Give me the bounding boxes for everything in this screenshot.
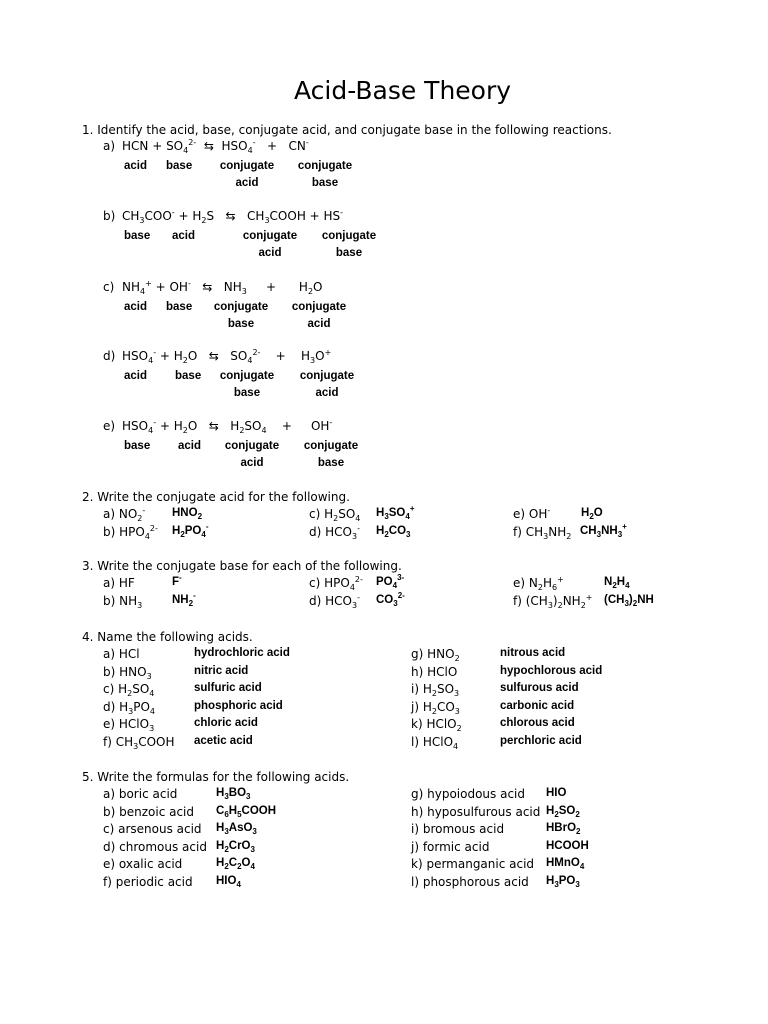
reaction-label: acid [178,440,202,452]
question-4-item: c) $H_2SO_4$ [103,682,155,698]
question-2-prompt: 2. Write the conjugate acid for the following. [82,490,350,504]
question-3-answer: F- [172,573,182,588]
reaction-label: base [166,160,193,172]
question-5-answer: $H_3PO_3$ [546,874,580,889]
question-5-item: h) hyposulfurous acid [411,804,541,819]
question-5-answer: HCOOH [546,839,589,852]
question-4-answer: nitric acid [194,664,249,677]
reaction-equation: $HSO_4^- + H_2O$ ⇆ $SO_4^{2-}$ + $H_3O^+$ [122,348,332,365]
question-5-item: c) arsenous acid [103,822,202,836]
question-3-prompt: 3. Write the conjugate base for each of the following. [82,559,402,573]
question-4-answer: hypochlorous acid [500,664,603,677]
question-5-item: f) periodic acid [103,874,193,889]
question-3-answer: $CO_3^{2-}$ [376,591,405,608]
question-4-item: e) HClO$_3$ [103,717,155,733]
question-2-item: f) $CH_3NH_2$ [513,525,572,541]
question-4-answer: hydrochloric acid [194,647,290,659]
reaction-equation: $CH_3COO^- + H_2S$ ⇆ $CH_3COOH + HS^-$ [122,208,344,225]
reaction-label: conjugate acid [291,301,347,330]
reaction-label: base [166,301,193,313]
question-2-answer: $HNO_2$ [172,507,203,521]
question-3-item: a) HF [103,576,135,590]
question-4-item: h) HClO [411,664,458,679]
question-4-answer: perchloric acid [500,734,582,747]
question-5-answer: HMnO$_4$ [546,857,585,871]
question-3-answer: $N_2H_4$ [604,576,630,590]
reaction-letter: a) [103,139,116,153]
question-5-item: d) chromous acid [103,839,207,854]
question-5-answer: $H_2CrO_3$ [216,839,255,854]
question-5-answer: $H_2SO_2$ [546,804,580,819]
question-3-answer: $PO_4^{3-}$ [376,573,405,590]
reaction-letter: b) [103,209,116,223]
question-4-answer: chlorous acid [500,717,575,729]
question-5-item: i) bromous acid [411,822,505,836]
reaction-letter: d) [103,349,116,363]
question-5-item: g) hypoiodous acid [411,787,525,801]
reaction-label: conjugate base [213,301,269,330]
question-2-answer: $H_2PO_4^-$ [172,522,209,539]
reaction-label: conjugate acid [242,230,298,259]
question-5-item: l) phosphorous acid [411,874,529,889]
question-3-item: b) $NH_3$ [103,594,143,610]
question-5-answer: $H_2C_2O_4$ [216,857,255,871]
reaction-label: base [124,230,151,242]
question-4-item: a) HCl [103,647,140,661]
question-5-prompt: 5. Write the formulas for the following acids. [82,770,350,784]
question-3-answer: $(CH_3)_2NH$ [604,594,654,608]
question-2-item: c) $H_2SO_4$ [309,507,361,523]
question-3-item: f) $(CH_3)_2NH_2^+$ [513,593,593,610]
question-2-item: e) OH- [513,506,551,521]
question-4-answer: acetic acid [194,734,253,747]
reaction-label: conjugate base [321,230,377,259]
question-1-prompt: 1. Identify the acid, base, conjugate acid, and conjugate base in the following reactions. [82,123,612,137]
question-2-answer: $H_3SO_4^+$ [376,504,415,521]
reaction-label: conjugate base [219,370,275,399]
reaction-label: acid [172,230,196,242]
reaction-label: base [124,440,151,452]
question-4-item: d) $H_3PO_4$ [103,699,156,716]
question-5-answer: $HIO_4$ [216,874,241,889]
question-2-answer: $H_2CO_3$ [376,525,411,539]
question-3-answer: $NH_2^-$ [172,591,196,608]
question-5-answer: $H_3AsO_3$ [216,822,257,836]
question-5-item: j) formic acid [411,839,490,854]
reaction-letter: e) [103,419,116,433]
question-2-item: a) $NO_2^-$ [103,506,146,523]
reaction-label: conjugate acid [224,440,280,469]
reaction-letter: c) [103,280,115,294]
question-3-item: c) $HPO_4^{2-}$ [309,575,363,592]
reaction-label: conjugate acid [299,370,355,399]
reaction-label: base [175,370,202,382]
question-5-answer: $C_6H_5COOH$ [216,804,277,819]
question-5-item: k) permanganic acid [411,857,535,871]
question-4-answer: nitrous acid [500,647,566,659]
reaction-label: acid [124,160,148,172]
reaction-equation: HCN + $SO_4^{2-}$ ⇆ $HSO_4^- + CN^-$ [122,138,309,155]
question-4-item: g) $HNO_2$ [411,647,460,663]
reaction-equation: $HSO_4^- + H_2O$ ⇆ $H_2SO_4$ + OH- [122,418,333,435]
question-4-answer: sulfuric acid [194,682,262,694]
question-3-item: e) $N_2H_6^+$ [513,575,564,592]
question-4-item: i) $H_2SO_3$ [411,682,460,698]
question-4-answer: phosphoric acid [194,699,283,712]
reaction-label: acid [124,301,148,313]
question-4-answer: sulfurous acid [500,682,579,694]
question-5-answer: $H_3BO_3$ [216,787,251,801]
question-2-answer: $CH_3NH_3^+$ [580,522,627,539]
question-5-answer: HIO [546,787,567,799]
question-2-item: b) $HPO_4^{2-}$ [103,524,158,541]
question-4-item: b) $HNO_3$ [103,664,152,681]
question-5-answer: HBrO$_2$ [546,822,581,836]
question-4-item: k) HClO$_2$ [411,717,462,733]
question-4-answer: chloric acid [194,717,258,729]
question-2-answer: $H_2O$ [581,507,603,521]
page-title: Acid-Base Theory [294,76,512,105]
reaction-label: conjugate base [303,440,359,469]
question-4-item: f) $CH_3COOH$ [103,734,175,751]
question-5-item: a) boric acid [103,787,178,801]
question-5-item: e) oxalic acid [103,857,183,871]
question-4-answer: carbonic acid [500,699,575,712]
question-2-item: d) $HCO_3^-$ [309,524,360,541]
reaction-equation: $NH_4^+ + OH^-$ ⇆ $NH_3$ + $H_2O$ [122,279,323,296]
question-4-prompt: 4. Name the following acids. [82,630,253,644]
reaction-label: conjugate acid [219,160,275,189]
question-4-item: l) HClO$_4$ [411,734,459,751]
reaction-label: conjugate base [297,160,353,189]
reaction-label: acid [124,370,148,382]
question-5-item: b) benzoic acid [103,804,195,819]
question-3-item: d) $HCO_3^-$ [309,593,360,610]
question-4-item: j) $H_2CO_3$ [411,699,460,716]
